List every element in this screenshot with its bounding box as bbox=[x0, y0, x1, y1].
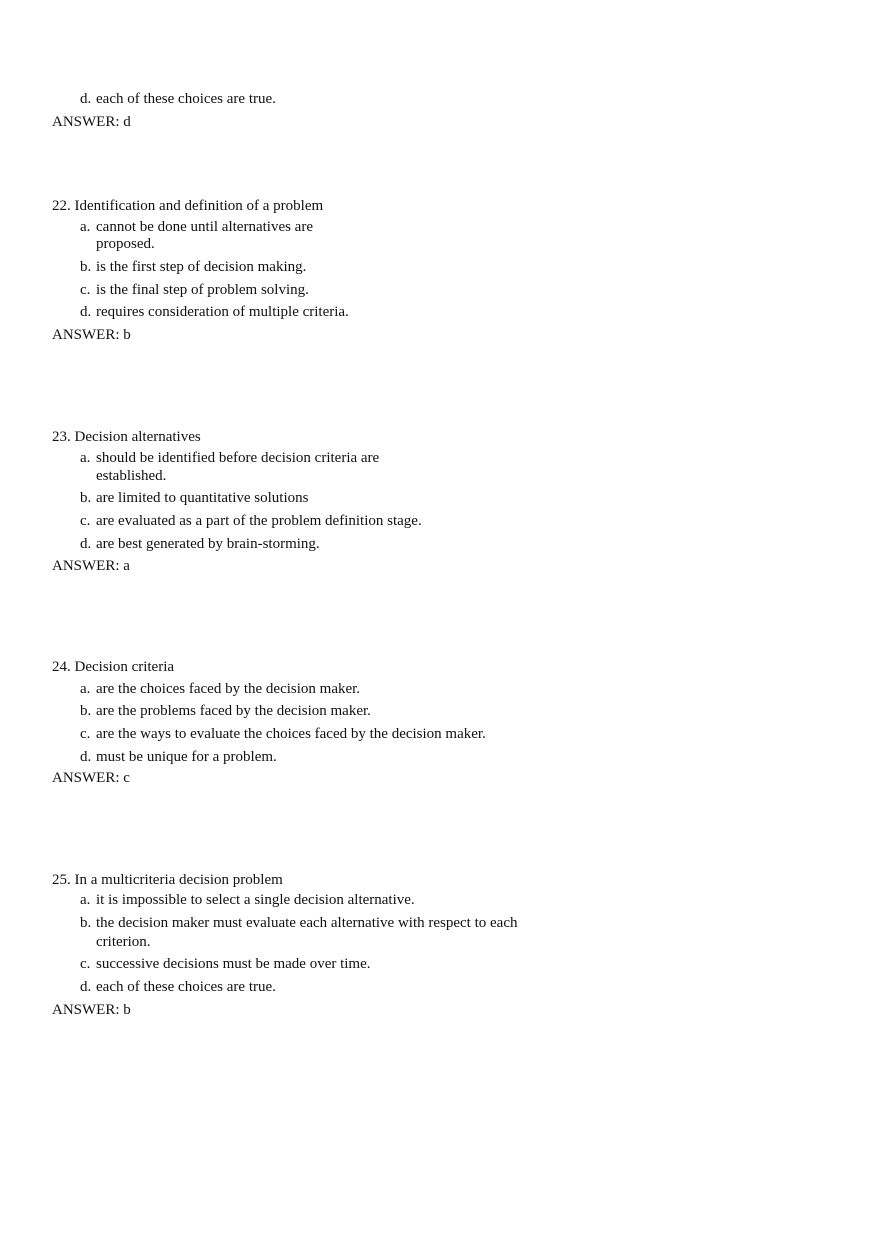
question-25-option-b-continued: criterion. bbox=[96, 934, 151, 950]
option-text: are the choices faced by the decision maker. bbox=[96, 681, 361, 697]
option-letter: b. bbox=[80, 490, 92, 506]
question-22-answer: ANSWER: b bbox=[52, 327, 131, 343]
option-text: must be unique for a problem. bbox=[96, 749, 277, 765]
question-22-stem: 22. Identification and definition of a problem bbox=[52, 198, 324, 214]
question-25-answer: ANSWER: b bbox=[52, 1002, 131, 1018]
option-letter: c. bbox=[80, 956, 91, 972]
option-text: are best generated by brain-storming. bbox=[96, 536, 320, 552]
question-22-option-a-continued: proposed. bbox=[96, 236, 155, 252]
option-text: are evaluated as a part of the problem definition stage. bbox=[96, 513, 422, 529]
question-23-answer: ANSWER: a bbox=[52, 558, 130, 574]
option-text: is the first step of decision making. bbox=[96, 259, 307, 275]
question-24-option-b bbox=[80, 702, 371, 720]
question-24-stem: 24. Decision criteria bbox=[52, 659, 175, 675]
question-23-option-a bbox=[80, 449, 379, 467]
question-25-option-b bbox=[80, 914, 517, 932]
option-letter: a. bbox=[80, 892, 91, 908]
question-24-option-c bbox=[80, 725, 486, 743]
question-22-option-c bbox=[80, 281, 309, 299]
option-text: requires consideration of multiple criteria. bbox=[96, 304, 349, 320]
option-text: are limited to quantitative solutions bbox=[96, 490, 309, 506]
option-letter: d. bbox=[80, 749, 92, 765]
option-letter: c. bbox=[80, 282, 91, 298]
option-letter: b. bbox=[80, 703, 92, 719]
option-letter: b. bbox=[80, 915, 92, 931]
option-letter: d. bbox=[80, 536, 92, 552]
option-letter: a. bbox=[80, 219, 91, 235]
question-22-option-b bbox=[80, 258, 306, 276]
option-letter: c. bbox=[80, 513, 91, 529]
option-letter: d. bbox=[80, 304, 92, 320]
option-text: cannot be done until alternatives are bbox=[96, 219, 313, 235]
option-text: successive decisions must be made over time. bbox=[96, 956, 371, 972]
question-22-option-a bbox=[80, 218, 313, 236]
option-letter: a. bbox=[80, 681, 91, 697]
question-25-option-a bbox=[80, 891, 415, 909]
question-24-option-a bbox=[80, 680, 360, 698]
question-23-option-a-continued: established. bbox=[96, 468, 167, 484]
question-23-option-c bbox=[80, 512, 422, 530]
option-carryover-d bbox=[80, 90, 276, 108]
option-text: each of these choices are true. bbox=[96, 91, 276, 107]
question-25-option-d bbox=[80, 978, 276, 996]
question-23-option-b bbox=[80, 489, 308, 507]
option-text: should be identified before decision criteria are bbox=[96, 450, 380, 466]
question-24-answer: ANSWER: c bbox=[52, 770, 130, 786]
question-23-option-d bbox=[80, 535, 320, 553]
option-text: is the final step of problem solving. bbox=[96, 282, 309, 298]
option-letter: a. bbox=[80, 450, 91, 466]
question-23-stem: 23. Decision alternatives bbox=[52, 429, 201, 445]
answer-carryover: ANSWER: d bbox=[52, 114, 131, 130]
option-text: are the ways to evaluate the choices faced by the decision maker. bbox=[96, 726, 486, 742]
question-25-option-c bbox=[80, 955, 371, 973]
option-text: it is impossible to select a single decision alternative. bbox=[96, 892, 415, 908]
option-text: the decision maker must evaluate each alternative with respect to each bbox=[96, 915, 518, 931]
option-letter: c. bbox=[80, 726, 91, 742]
option-letter: b. bbox=[80, 259, 92, 275]
option-letter: d. bbox=[80, 979, 92, 995]
option-text: each of these choices are true. bbox=[96, 979, 276, 995]
question-25-stem: 25. In a multicriteria decision problem bbox=[52, 872, 283, 888]
question-24-option-d bbox=[80, 748, 277, 766]
question-22-option-d bbox=[80, 303, 349, 321]
option-letter: d. bbox=[80, 91, 92, 107]
option-text: are the problems faced by the decision maker. bbox=[96, 703, 371, 719]
